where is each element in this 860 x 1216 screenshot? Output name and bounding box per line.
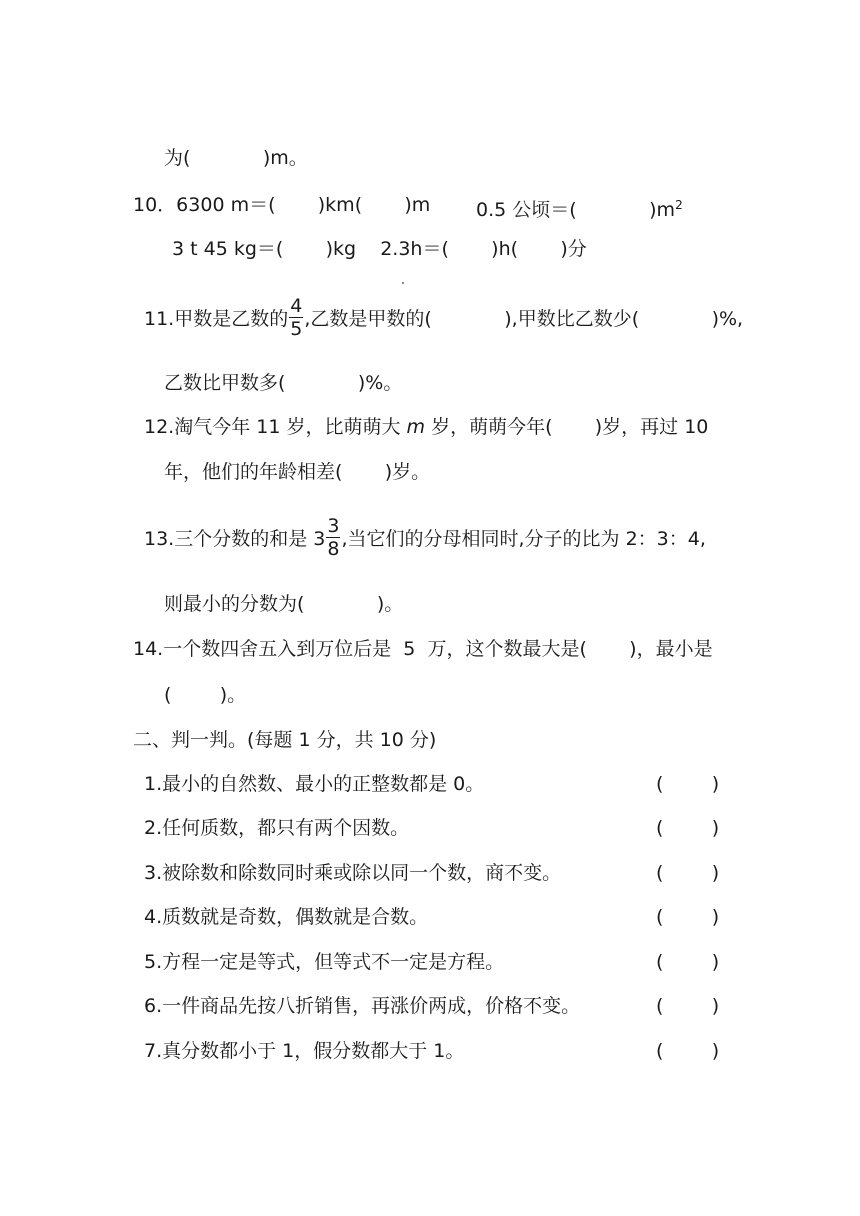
q10-area-superscript: 2 [675,198,683,212]
q11-line2: 乙数比甲数多( )%。 [164,372,403,394]
judge-item-2: 2.任何质数，都只有两个因数。 [144,817,410,839]
q10-line1-length: 10．6300 m＝( )km( )m [133,194,431,216]
q13-line2: 则最小的分数为( )。 [164,593,404,615]
scan-speck [402,282,404,284]
judge-answer-box-4[interactable]: ( ) [656,906,720,928]
q10-area-text: 0.5 公顷＝( )m [476,199,676,221]
judge-answer-box-5[interactable]: ( ) [656,951,720,973]
judge-item-6: 6.一件商品先按八折销售，再涨价两成，价格不变。 [144,995,581,1017]
q11-fraction-numerator: 4 [290,295,303,317]
judge-answer-box-7[interactable]: ( ) [656,1040,720,1062]
q12-line1 [144,415,708,439]
q12-line2: 年，他们的年龄相差( )岁。 [164,461,431,483]
judge-item-5: 5.方程一定是等式，但等式不一定是方程。 [144,951,505,973]
judge-answer-box-1[interactable]: ( ) [656,773,720,795]
q11-fraction [289,295,303,340]
q11-suffix: ,乙数是甲数的( ),甲数比乙数少( )%, [304,308,744,330]
q14-line2: ( )。 [164,684,247,706]
q12-variable-m: m [406,416,426,438]
judge-answer-box-2[interactable]: ( ) [656,817,720,839]
q13-line1 [144,515,706,563]
section-2-heading: 二、判一判。(每题 1 分，共 10 分) [133,729,437,751]
q10-line1-area [476,193,683,222]
judge-item-4: 4.质数就是奇数，偶数就是合数。 [144,906,429,928]
q12-part-a: 12.淘气今年 11 岁，比萌萌大 [144,416,407,438]
q14-line1: 14.一个数四舍五入到万位后是 5 万，这个数最大是( )，最小是 [133,638,713,660]
q9-answer-line: 为( )m。 [164,147,308,169]
q13-prefix: 13.三个分数的和是 3 [144,528,326,550]
judge-item-1: 1.最小的自然数、最小的正整数都是 0。 [144,773,485,795]
q13-fraction [326,515,340,560]
q13-fraction-denominator: 8 [327,538,340,560]
q11-line1 [144,295,743,343]
q10-line2: 3 t 45 kg＝( )kg 2.3h＝( )h( )分 [172,238,587,260]
q13-fraction-numerator: 3 [327,515,340,537]
judge-item-3: 3.被除数和除数同时乘或除以同一个数，商不变。 [144,862,562,884]
q12-part-b: 岁，萌萌今年( )岁，再过 10 [425,416,709,438]
q11-fraction-denominator: 5 [290,318,303,340]
judge-answer-box-3[interactable]: ( ) [656,862,720,884]
judge-item-7: 7.真分数都小于 1，假分数都大于 1。 [144,1040,465,1062]
q13-suffix: ,当它们的分母相同时,分子的比为 2：3：4, [341,528,706,550]
q11-prefix: 11.甲数是乙数的 [144,308,289,330]
judge-answer-box-6[interactable]: ( ) [656,995,720,1017]
